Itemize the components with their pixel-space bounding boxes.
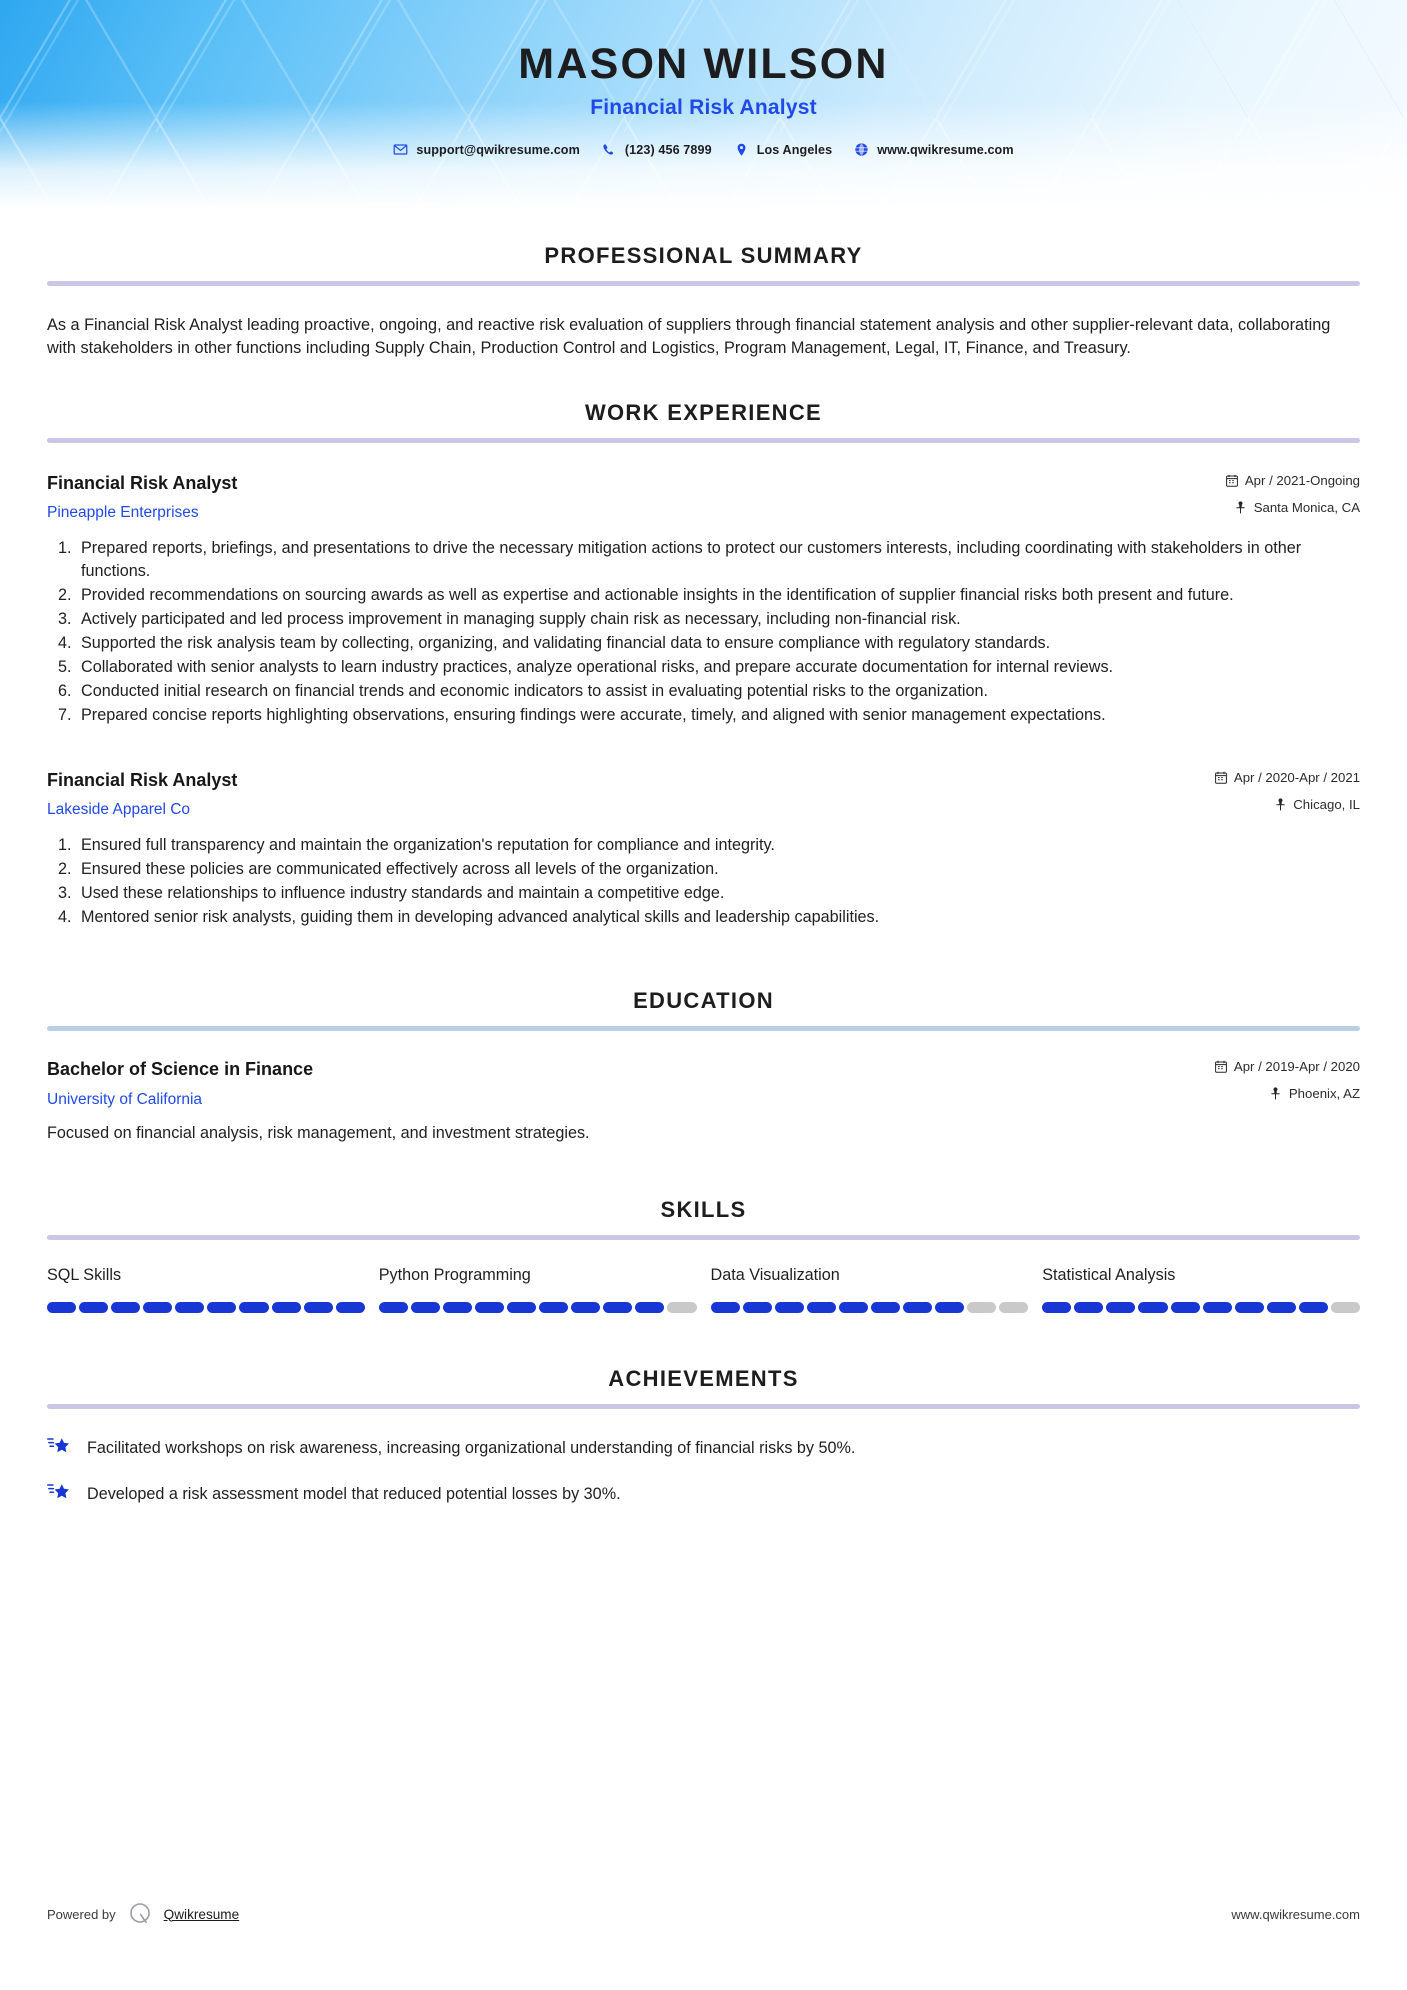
job-bullet: 7. Prepared concise reports highlighting observations, ensuring findings were accurate, timely, and aligned with senior management expectations. bbox=[76, 704, 1360, 727]
contact-row bbox=[0, 142, 1407, 157]
job-bullet: 2. Ensured these policies are communicated effectively across all levels of the organization. bbox=[76, 858, 1360, 881]
education-entry bbox=[47, 1059, 1360, 1143]
work-entry bbox=[47, 770, 1360, 929]
section-achievements bbox=[47, 1313, 1360, 1506]
footer-website-url: www.qwikresume.com bbox=[1231, 1906, 1360, 1922]
job-bullet: 3. Actively participated and led process improvement in managing supply chain risk as necessary, including non-financial risk. bbox=[76, 608, 1360, 631]
work-entry-meta bbox=[1215, 770, 1360, 812]
skill-segment bbox=[1331, 1302, 1360, 1313]
summary-paragraph: As a Financial Risk Analyst leading proactive, ongoing, and reactive risk evaluation of suppliers through financial statement analysis and other supplier-relevant data, collaborating with stakeholders in other functions including Supply Chain, Production Control and Logistics, Program Management, Legal, IT, Finance, and Treasury. bbox=[47, 316, 1331, 358]
powered-by-block bbox=[47, 1901, 239, 1927]
skill-segment bbox=[175, 1302, 204, 1313]
contact-location-text: Los Angeles bbox=[756, 142, 833, 157]
job-location-text: Santa Monica, CA bbox=[1253, 500, 1360, 516]
skill-segment bbox=[603, 1302, 632, 1313]
education-entry-meta bbox=[1215, 1059, 1360, 1101]
resume-header bbox=[0, 0, 1407, 212]
skill-level-bar bbox=[379, 1302, 697, 1313]
skill-segment bbox=[775, 1302, 804, 1313]
section-skills bbox=[47, 1143, 1360, 1313]
education-description: Focused on financial analysis, risk management, and investment strategies. bbox=[47, 1124, 590, 1143]
skill-segment bbox=[667, 1302, 696, 1313]
skill-item bbox=[711, 1266, 1029, 1313]
achievement-text: Developed a risk assessment model that reduced potential losses by 30%. bbox=[87, 1485, 621, 1504]
job-company[interactable]: Lakeside Apparel Co bbox=[47, 801, 191, 819]
skill-item bbox=[379, 1266, 697, 1313]
powered-by-label: Powered by bbox=[47, 1906, 116, 1922]
work-entry-header bbox=[47, 770, 1360, 819]
section-divider bbox=[47, 281, 1360, 286]
skill-segment bbox=[903, 1302, 932, 1313]
qwikresume-link[interactable]: Qwikresume bbox=[163, 1906, 240, 1922]
job-bullet: 4. Supported the risk analysis team by collecting, organizing, and validating financial data to ensure compliance with regulatory standards. bbox=[76, 632, 1360, 655]
email-icon bbox=[393, 142, 408, 157]
skill-segment bbox=[1074, 1302, 1103, 1313]
contact-website[interactable] bbox=[854, 142, 1013, 157]
contact-email-text: support@qwikresume.com bbox=[416, 142, 580, 157]
calendar-icon bbox=[1215, 1060, 1227, 1073]
job-title: Financial Risk Analyst bbox=[47, 770, 238, 791]
education-school[interactable]: University of California bbox=[47, 1091, 203, 1109]
skill-segment bbox=[539, 1302, 568, 1313]
skill-label: Data Visualization bbox=[710, 1266, 840, 1285]
skill-level-bar bbox=[1042, 1302, 1360, 1313]
map-pin-icon bbox=[1274, 798, 1286, 811]
skill-segment bbox=[1267, 1302, 1296, 1313]
job-bullet: 2. Provided recommendations on sourcing awards as well as expertise and actionable insights in the identification of supplier financial risks both present and future. bbox=[76, 584, 1360, 607]
skill-segment bbox=[207, 1302, 236, 1313]
education-location bbox=[1215, 1086, 1360, 1101]
skill-item bbox=[47, 1266, 365, 1313]
skill-segment bbox=[272, 1302, 301, 1313]
section-professional-summary bbox=[47, 212, 1360, 360]
skill-segment bbox=[143, 1302, 172, 1313]
skill-segment bbox=[507, 1302, 536, 1313]
contact-email[interactable] bbox=[393, 142, 580, 157]
page-title: MASON WILSON bbox=[518, 40, 889, 88]
skill-segment bbox=[304, 1302, 333, 1313]
phone-icon bbox=[602, 142, 617, 157]
skill-segment bbox=[711, 1302, 740, 1313]
skill-segment bbox=[935, 1302, 964, 1313]
job-location bbox=[1226, 500, 1360, 515]
section-heading-work: WORK EXPERIENCE bbox=[584, 400, 823, 426]
skill-segment bbox=[47, 1302, 76, 1313]
education-dates-text: Apr / 2019-Apr / 2020 bbox=[1233, 1059, 1360, 1075]
skill-segment bbox=[743, 1302, 772, 1313]
map-pin-icon bbox=[1235, 501, 1247, 514]
skill-segment bbox=[411, 1302, 440, 1313]
job-bullet: 1. Prepared reports, briefings, and presentations to drive the necessary mitigation actions to protect our customers interests, including coordinating with stakeholders in other functions. bbox=[76, 537, 1360, 583]
education-entry-header bbox=[47, 1059, 1360, 1109]
skill-segment bbox=[807, 1302, 836, 1313]
education-dates bbox=[1215, 1059, 1360, 1074]
skill-segment bbox=[1171, 1302, 1200, 1313]
skill-segment bbox=[475, 1302, 504, 1313]
job-bullet: 3. Used these relationships to influence industry standards and maintain a competitive edge. bbox=[76, 882, 1360, 905]
skill-segment bbox=[1203, 1302, 1232, 1313]
section-heading-achievements: ACHIEVEMENTS bbox=[608, 1366, 799, 1392]
skill-segment bbox=[111, 1302, 140, 1313]
skill-segment bbox=[1235, 1302, 1264, 1313]
work-entry-meta bbox=[1226, 473, 1360, 515]
skill-segment bbox=[999, 1302, 1028, 1313]
resume-body bbox=[0, 212, 1407, 1506]
job-title: Financial Risk Analyst bbox=[47, 473, 238, 494]
section-work-experience bbox=[47, 360, 1360, 929]
section-divider bbox=[47, 438, 1360, 443]
skill-segment bbox=[1299, 1302, 1328, 1313]
section-heading-skills: SKILLS bbox=[660, 1197, 747, 1223]
skill-label: Python Programming bbox=[378, 1266, 531, 1285]
skill-segment bbox=[443, 1302, 472, 1313]
job-bullet: 5. Collaborated with senior analysts to learn industry practices, analyze operational risks, and prepare accurate documentation for internal reviews. bbox=[76, 656, 1360, 679]
section-divider bbox=[47, 1404, 1360, 1409]
skill-segment bbox=[839, 1302, 868, 1313]
skill-segment bbox=[336, 1302, 365, 1313]
skills-grid bbox=[47, 1266, 1360, 1313]
section-heading-education: EDUCATION bbox=[633, 988, 774, 1014]
job-location-text: Chicago, IL bbox=[1293, 797, 1360, 813]
section-divider bbox=[47, 1235, 1360, 1240]
job-bullet-list bbox=[47, 537, 1360, 727]
section-divider bbox=[47, 1026, 1360, 1031]
job-company[interactable]: Pineapple Enterprises bbox=[47, 504, 199, 522]
skill-segment bbox=[239, 1302, 268, 1313]
job-role-subtitle: Financial Risk Analyst bbox=[590, 96, 817, 120]
skill-level-bar bbox=[711, 1302, 1029, 1313]
job-bullet-list bbox=[47, 834, 1360, 929]
skill-item bbox=[1042, 1266, 1360, 1313]
skill-segment bbox=[571, 1302, 600, 1313]
achievement-text: Facilitated workshops on risk awareness, increasing organizational understanding of financial risks by 50%. bbox=[87, 1439, 856, 1458]
skill-segment bbox=[871, 1302, 900, 1313]
job-dates-text: Apr / 2020-Apr / 2021 bbox=[1233, 770, 1360, 786]
contact-phone-text: (123) 456 7899 bbox=[624, 142, 712, 157]
globe-icon bbox=[854, 142, 869, 157]
map-pin-icon bbox=[1270, 1087, 1282, 1100]
skill-segment bbox=[79, 1302, 108, 1313]
skill-label: Statistical Analysis bbox=[1042, 1266, 1176, 1285]
work-entry bbox=[47, 473, 1360, 727]
skill-segment bbox=[1042, 1302, 1071, 1313]
education-degree: Bachelor of Science in Finance bbox=[47, 1059, 314, 1080]
section-heading-summary: PROFESSIONAL SUMMARY bbox=[544, 243, 863, 268]
page-footer bbox=[0, 1901, 1407, 1927]
job-dates-text: Apr / 2021-Ongoing bbox=[1244, 473, 1360, 489]
skill-segment bbox=[635, 1302, 664, 1313]
job-dates bbox=[1215, 770, 1360, 785]
skill-level-bar bbox=[47, 1302, 365, 1313]
achievement-item bbox=[47, 1436, 1360, 1460]
location-pin-icon bbox=[734, 142, 749, 157]
contact-website-text: www.qwikresume.com bbox=[877, 142, 1014, 157]
calendar-icon bbox=[1226, 474, 1238, 487]
achievement-list bbox=[47, 1436, 1360, 1506]
shooting-star-icon bbox=[47, 1479, 73, 1505]
section-education bbox=[47, 930, 1360, 1143]
skill-segment bbox=[379, 1302, 408, 1313]
job-bullet: 4. Mentored senior risk analysts, guiding them in developing advanced analytical skills and leadership capabilities. bbox=[76, 906, 1360, 929]
job-bullet: 6. Conducted initial research on financial trends and economic indicators to assist in evaluating potential risks to the organization. bbox=[76, 680, 1360, 703]
job-bullet: 1. Ensured full transparency and maintain the organization's reputation for compliance and integrity. bbox=[76, 834, 1360, 857]
shooting-star-icon bbox=[47, 1433, 73, 1459]
job-dates bbox=[1226, 473, 1360, 488]
job-location bbox=[1215, 797, 1360, 812]
work-entry-header bbox=[47, 473, 1360, 522]
contact-location bbox=[734, 142, 833, 157]
calendar-icon bbox=[1215, 771, 1227, 784]
skill-segment bbox=[1106, 1302, 1135, 1313]
education-location-text: Phoenix, AZ bbox=[1288, 1086, 1360, 1102]
skill-segment bbox=[1138, 1302, 1167, 1313]
skill-label: SQL Skills bbox=[47, 1266, 122, 1285]
contact-phone[interactable] bbox=[602, 142, 712, 157]
qwikresume-logo-icon bbox=[127, 1901, 153, 1927]
skill-segment bbox=[967, 1302, 996, 1313]
achievement-item bbox=[47, 1482, 1360, 1506]
